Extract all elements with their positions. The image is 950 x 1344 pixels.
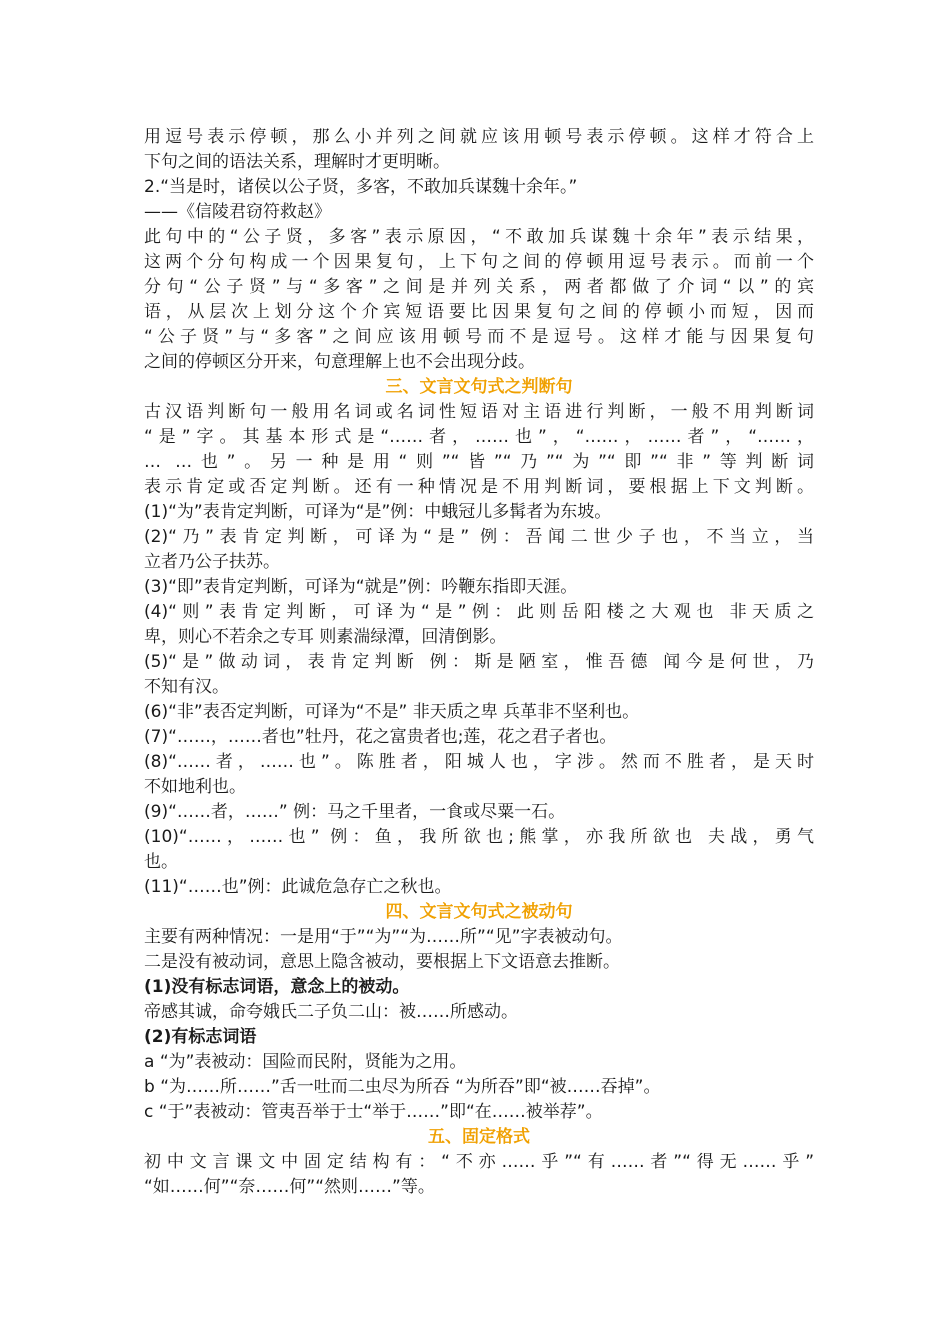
text-line: 主要有两种情况：一是用“于”“为”“为……所”“见”字表被动句。 — [144, 927, 623, 947]
text-line: 用逗号表示停顿，那么小并列之间就应该用顿号表示停顿。这样才符合上 — [144, 127, 814, 147]
text-line: 2.“当是时，诸侯以公子贤，多客，不敢加兵谋魏十余年。” — [144, 177, 578, 197]
text-line: (3)“即”表肯定判断，可译为“就是”例：吟鞭东指即天涯。 — [144, 577, 578, 597]
document-page — [144, 125, 814, 1200]
text-line: 语，从层次上划分这个介宾短语要比因果复句之间的停顿小而短，因而 — [144, 302, 814, 322]
text-line: “如……何”“奈……何”“然则……”等。 — [144, 1177, 435, 1197]
subheading: (1)没有标志词语，意念上的被动。 — [144, 977, 410, 997]
text-line: 二是没有被动词，意思上隐含被动，要根据上下文语意去推断。 — [144, 952, 620, 972]
text-line: (9)“……者，……” 例：马之千里者，一食或尽粟一石。 — [144, 802, 566, 822]
text-line: (8)“……者，……也”。陈胜者，阳城人也，字涉。然而不胜者，是天时 — [144, 752, 814, 772]
text-line: c “于”表被动：管夷吾举于士“举于……”即“在……被举荐”。 — [144, 1102, 603, 1122]
text-line: 之间的停顿区分开来，句意理解上也不会出现分歧。 — [144, 352, 535, 372]
text-line: 下句之间的语法关系，理解时才更明晰。 — [144, 152, 450, 172]
text-line: 古汉语判断句一般用名词或名词性短语对主语进行判断，一般不用判断词 — [144, 402, 814, 422]
section-heading-passive: 四、文言文句式之被动句 — [385, 902, 573, 922]
text-line: (7)“……，……者也”牡丹，花之富贵者也;莲，花之君子者也。 — [144, 727, 617, 747]
text-line: 初中文言课文中固定结构有：“不亦……乎”“有……者”“得无……乎” — [144, 1152, 814, 1172]
section-heading-fixed-formats: 五、固定格式 — [428, 1127, 530, 1147]
text-line: 此句中的“公子贤，多客”表示原因，“不敢加兵谋魏十余年”表示结果， — [144, 227, 814, 247]
text-line: … …也”。另一种是用“则”“皆”“乃”“为”“即”“非”等判断词 — [144, 452, 814, 472]
text-line: 分句“公子贤”与“多客”之间是并列关系，两者都做了介词“以”的宾 — [144, 277, 814, 297]
text-line: 不知有汉。 — [144, 677, 229, 697]
text-line: (2)“乃”表肯定判断，可译为“是” 例：吾闻二世少子也，不当立，当 — [144, 527, 814, 547]
text-line: 表示肯定或否定判断。还有一种情况是不用判断词，要根据上下文判断。 — [144, 477, 814, 497]
text-line: (1)“为”表肯定判断，可译为“是”例：中蛾冠儿多髯者为东坡。 — [144, 502, 612, 522]
text-line: 不如地利也。 — [144, 777, 246, 797]
text-line: 立者乃公子扶苏。 — [144, 552, 280, 572]
text-line: “是”字。其基本形式是“……者，……也”，“……，……者”，“……， — [144, 427, 814, 447]
text-line: “公子贤”与“多客”之间应该用顿号而不是逗号。这样才能与因果复句 — [144, 327, 814, 347]
section-heading-judgment: 三、文言文句式之判断句 — [385, 377, 573, 397]
text-line: 帝感其诚，命夸娥氏二子负二山：被……所感动。 — [144, 1002, 518, 1022]
text-line: 这两个分句构成一个因果复句，上下句之间的停顿用逗号表示。而前一个 — [144, 252, 814, 272]
subheading: (2)有标志词语 — [144, 1027, 257, 1047]
text-line: b “为……所……”舌一吐而二虫尽为所吞 “为所吞”即“被……吞掉”。 — [144, 1077, 661, 1097]
text-line: (6)“非”表否定判断，可译为“不是” 非天质之卑 兵革非不坚利也。 — [144, 702, 640, 722]
text-line: 也。 — [144, 852, 178, 872]
text-line: (11)“……也”例：此诚危急存亡之秋也。 — [144, 877, 452, 897]
text-line: ——《信陵君窃符救赵》 — [144, 202, 331, 222]
text-line: (5)“是”做动词，表肯定判断 例：斯是陋室，惟吾德 闻今是何世，乃 — [144, 652, 814, 672]
text-line: a “为”表被动：国险而民附，贤能为之用。 — [144, 1052, 467, 1072]
text-line: (4)“则”表肯定判断，可译为“是”例：此则岳阳楼之大观也 非天质之 — [144, 602, 814, 622]
text-line: 卑，则心不若余之专耳 则素湍绿潭，回清倒影。 — [144, 627, 507, 647]
text-line: (10)“……，……也” 例：鱼，我所欲也;熊掌，亦我所欲也 夫战，勇气 — [144, 827, 814, 847]
